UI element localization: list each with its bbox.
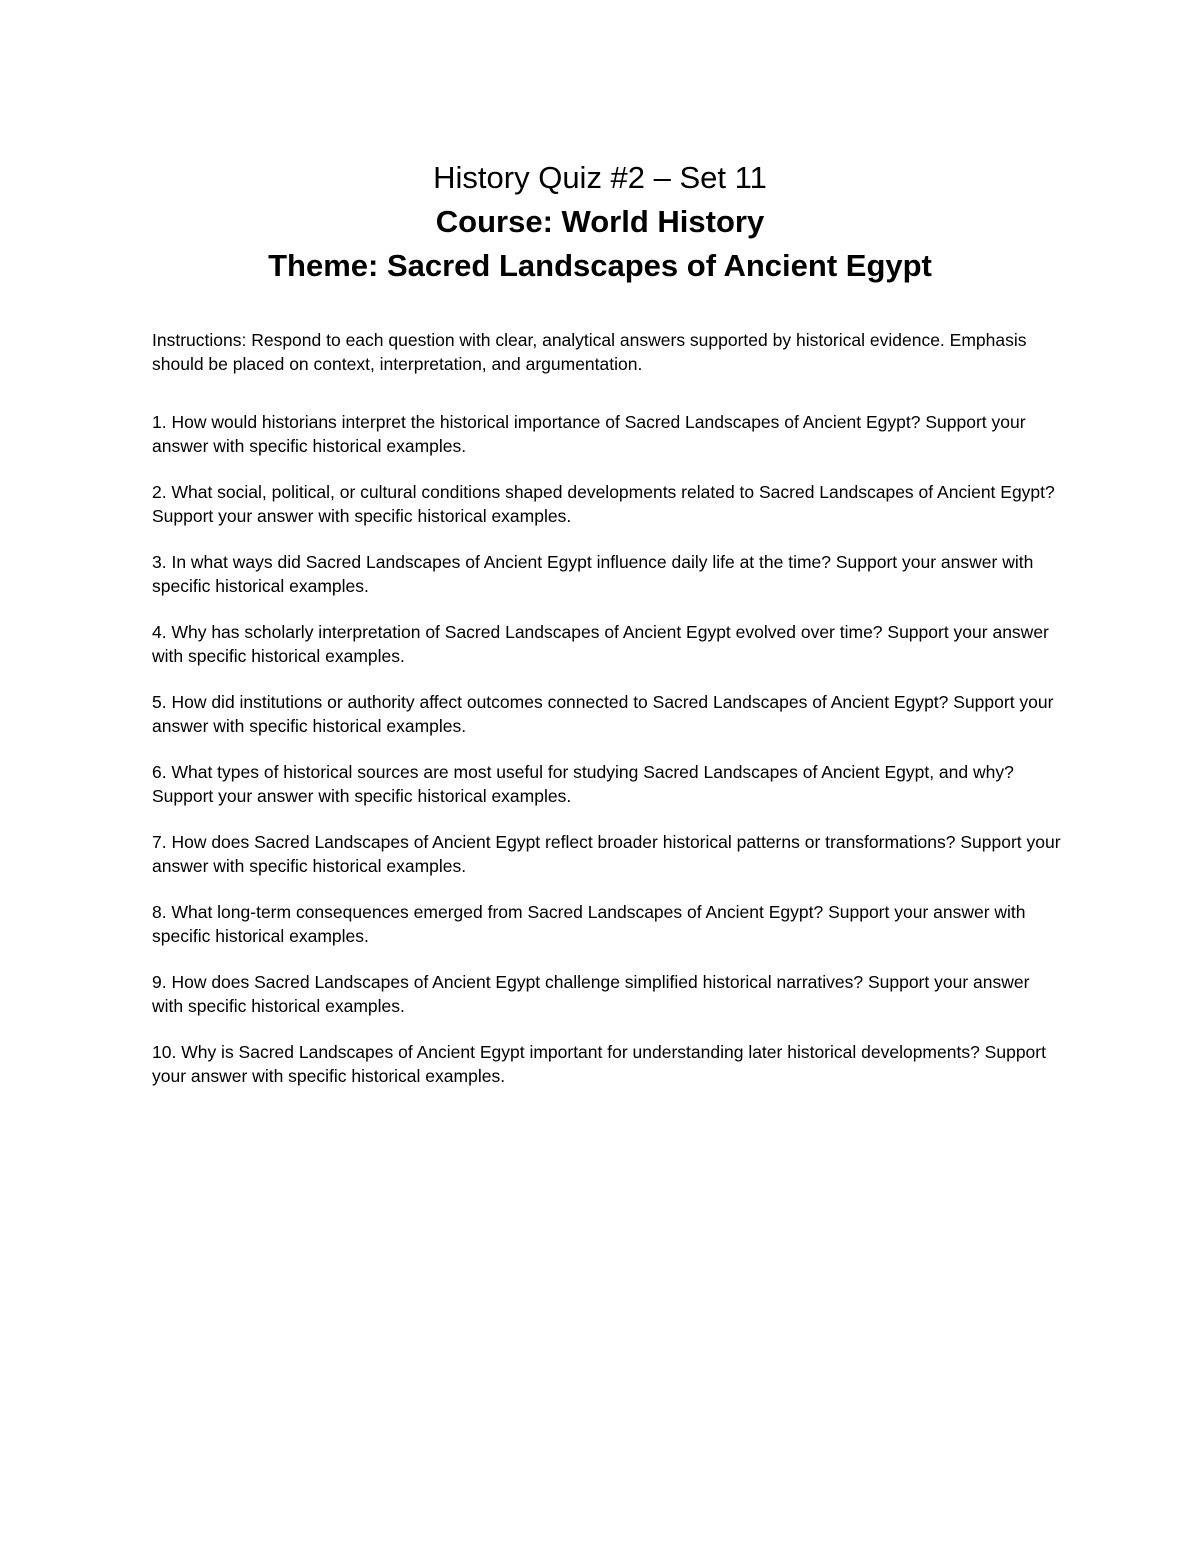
instructions-text: Instructions: Respond to each question with clear, analytical answers supported by historical evidence. Emphasis should be placed on context, interpretation, and argumentation. (152, 330, 1027, 374)
question-4: 4. Why has scholarly interpretation of Sacred Landscapes of Ancient Egypt evolved over time? Support your answer with specific historical examples. (152, 622, 1049, 666)
question-8: 8. What long-term consequences emerged from Sacred Landscapes of Ancient Egypt? Support your answer with specific historical examples. (152, 902, 1026, 946)
question-7: 7. How does Sacred Landscapes of Ancient Egypt reflect broader historical patterns or transformations? Support your answer with specific historical examples. (152, 832, 1061, 876)
question-3: 3. In what ways did Sacred Landscapes of Ancient Egypt influence daily life at the time? Support your answer with specific historical examples. (152, 552, 1034, 596)
question-9: 9. How does Sacred Landscapes of Ancient Egypt challenge simplified historical narratives? Support your answer with specific historical examples. (152, 972, 1030, 1016)
question-10: 10. Why is Sacred Landscapes of Ancient Egypt important for understanding later historical developments? Support your answer with specific historical examples. (152, 1042, 1046, 1086)
question-6: 6. What types of historical sources are most useful for studying Sacred Landscapes of Ancient Egypt, and why? Support your answer with specific historical examples. (152, 762, 1014, 806)
course-title: Course: World History (435, 204, 765, 239)
theme-title: Theme: Sacred Landscapes of Ancient Egypt (268, 248, 932, 283)
question-2: 2. What social, political, or cultural conditions shaped developments related to Sacred Landscapes of Ancient Egypt? Support your answer with specific historical examples. (152, 482, 1055, 526)
question-1: 1. How would historians interpret the historical importance of Sacred Landscapes of Ancient Egypt? Support your answer with specific historical examples. (152, 412, 1026, 456)
question-5: 5. How did institutions or authority affect outcomes connected to Sacred Landscapes of Ancient Egypt? Support your answer with specific historical examples. (152, 692, 1054, 736)
document-body (152, 328, 1062, 1110)
quiz-title: History Quiz #2 – Set 11 (433, 160, 767, 195)
document-header (0, 156, 1200, 288)
